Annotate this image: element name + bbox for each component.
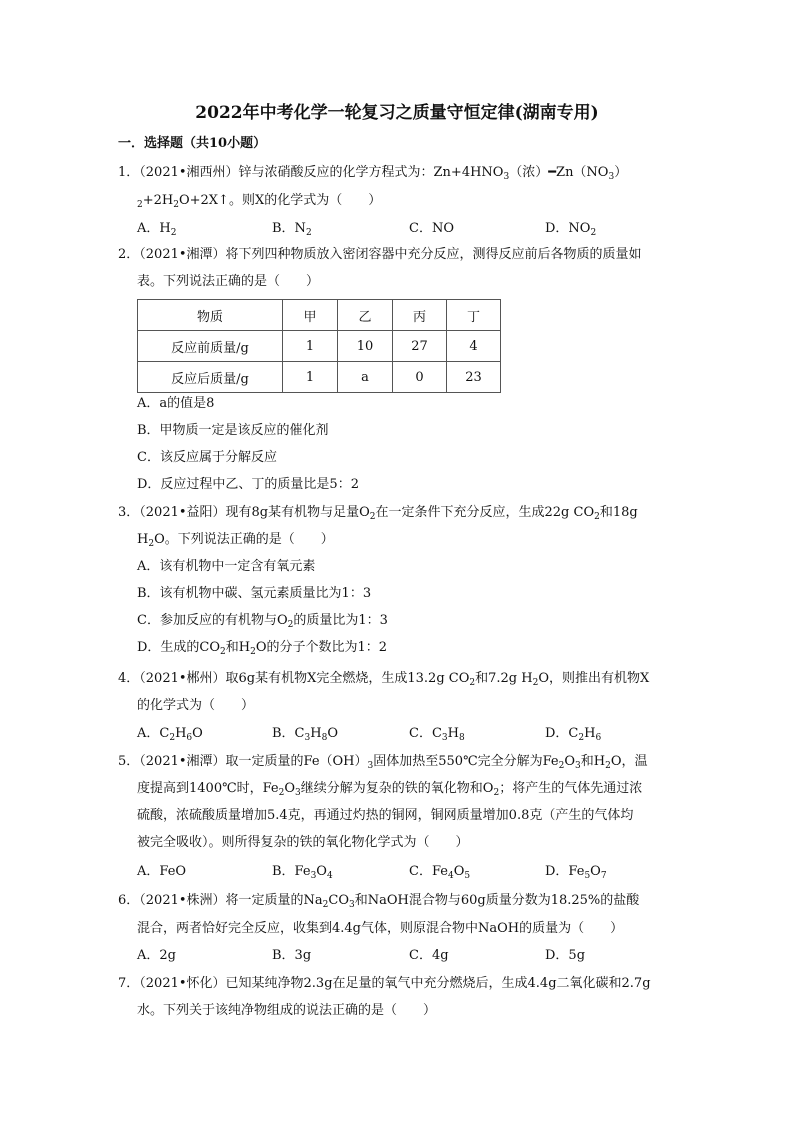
table-cell: 反应后质量/g <box>138 362 283 393</box>
table-header-cell: 乙 <box>338 300 393 331</box>
question-7-line-1: 7．（2021•怀化）已知某纯净物2.3g在足量的氧气中充分燃烧后，生成4.4g二氧化碳和2.7g <box>118 976 651 991</box>
table-header-row <box>138 300 501 331</box>
question-7-line-2: 水。下列关于该纯净物组成的说法正确的是（ ） <box>137 1003 437 1018</box>
question-5-line-1: 5．（2021•湘潭）取一定质量的$Fe(OH)_3$固体加热至550℃完全分解为$Fe_2O_3$和$H_2O$，温 <box>118 754 648 771</box>
question-2-line-2: 表。下列说法正确的是（ ） <box>137 274 320 289</box>
question-6-line-2: 混合，两者恰好完全反应，收集到4.4g气体，则原混合物中NaOH的质量为（ ） <box>137 921 624 936</box>
question-3-option-a: A．该有机物中一定含有氧元素 <box>137 559 316 574</box>
question-3-line-1: 3．（2021•益阳）现有8g某有机物与足量$O_2$在一定条件下充分反应，生成22g $CO_2$和18g <box>118 505 638 522</box>
question-4-option-b: B．$C_3H_8O$ <box>272 726 338 743</box>
question-5-option-a: A．FeO <box>137 864 187 879</box>
question-4-option-c: C．$C_3H_8$ <box>409 726 465 743</box>
question-5-option-b: B．$Fe_3O_4$ <box>272 864 333 881</box>
question-4-line-1: 4．（2021•郴州）取6g某有机物X完全燃烧，生成13.2g $CO_2$和7.2g $H_2O$，则推出有机物X <box>118 671 650 688</box>
question-2-option-a: A．a的值是8 <box>137 396 215 411</box>
table-cell: 27 <box>393 331 447 362</box>
question-2-line-1: 2．（2021•湘潭）将下列四种物质放入密闭容器中充分反应，测得反应前后各物质的质量如 <box>118 247 642 262</box>
question-2-option-c: C．该反应属于分解反应 <box>137 450 277 465</box>
question-5-line-4: 被完全吸收）。则所得复杂的铁的氧化物化学式为（ ） <box>137 835 469 850</box>
question-6-option-a: A．2g <box>137 948 176 963</box>
table-header-cell: 丁 <box>447 300 501 331</box>
question-1-line-2: $_2+2H_2O+2X↑$。则X的化学式为（ ） <box>137 193 382 210</box>
table-cell: 4 <box>447 331 501 362</box>
question-1-option-a: A．$H_2$ <box>137 221 177 238</box>
mass-table <box>137 299 501 393</box>
question-1-option-c: C．NO <box>409 221 454 236</box>
question-1-line-1: 1．（2021•湘西州）锌与浓硝酸反应的化学方程式为：$Zn+4HNO_3$（浓）$━Zn(NO_3)$ <box>118 165 628 182</box>
question-3-line-2: $H_2O$。下列说法正确的是（ ） <box>137 532 334 549</box>
question-6-line-1: 6．（2021•株洲）将一定质量的$Na_2CO_3$和NaOH混合物与60g质量分数为18.25%的盐酸 <box>118 893 640 910</box>
question-6-option-d: D．5g <box>545 948 586 963</box>
table-cell: a <box>338 362 393 393</box>
question-6-option-c: C．4g <box>409 948 449 963</box>
table-cell: 1 <box>283 362 338 393</box>
question-5-line-2: 度提高到1400℃时，$Fe_2O_3$继续分解为复杂的铁的氧化物和$O_2$；将产生的气体先通过浓 <box>137 781 643 798</box>
question-4-line-2: 的化学式为（ ） <box>137 698 255 713</box>
table-header-cell: 甲 <box>283 300 338 331</box>
page-title: 2022年中考化学一轮复习之质量守恒定律(湖南专用) <box>195 103 599 123</box>
question-6-option-b: B．3g <box>272 948 312 963</box>
question-2-option-b: B．甲物质一定是该反应的催化剂 <box>137 423 329 438</box>
table-cell: 1 <box>283 331 338 362</box>
table-cell: 0 <box>393 362 447 393</box>
question-3-option-c: C．参加反应的有机物与$O_2$的质量比为1：3 <box>137 613 388 630</box>
question-1-option-b: B．$N_2$ <box>272 221 312 238</box>
question-4-option-d: D．$C_2H_6$ <box>545 726 602 743</box>
table-header-cell: 丙 <box>393 300 447 331</box>
question-4-option-a: A．$C_2H_6O$ <box>137 726 203 743</box>
table-row <box>138 331 501 362</box>
table-cell: 23 <box>447 362 501 393</box>
question-2-option-d: D．反应过程中乙、丁的质量比是5：2 <box>137 477 359 492</box>
table-row <box>138 362 501 393</box>
section-heading: 一．选择题（共10小题） <box>118 136 267 151</box>
question-3-option-b: B．该有机物中碳、氢元素质量比为1：3 <box>137 586 372 601</box>
question-5-option-c: C．$Fe_4O_5$ <box>409 864 471 881</box>
question-1-option-d: D．$NO_2$ <box>545 221 597 238</box>
table-cell: 10 <box>338 331 393 362</box>
table-cell: 反应前质量/g <box>138 331 283 362</box>
question-5-line-3: 硫酸，浓硫酸质量增加5.4克，再通过灼热的铜网，铜网质量增加0.8克（产生的气体均 <box>137 808 634 823</box>
table-header-cell: 物质 <box>138 300 283 331</box>
question-5-option-d: D．$Fe_5O_7$ <box>545 864 607 881</box>
question-3-option-d: D．生成的$CO_2$和$H_2O$的分子个数比为1：2 <box>137 640 388 657</box>
